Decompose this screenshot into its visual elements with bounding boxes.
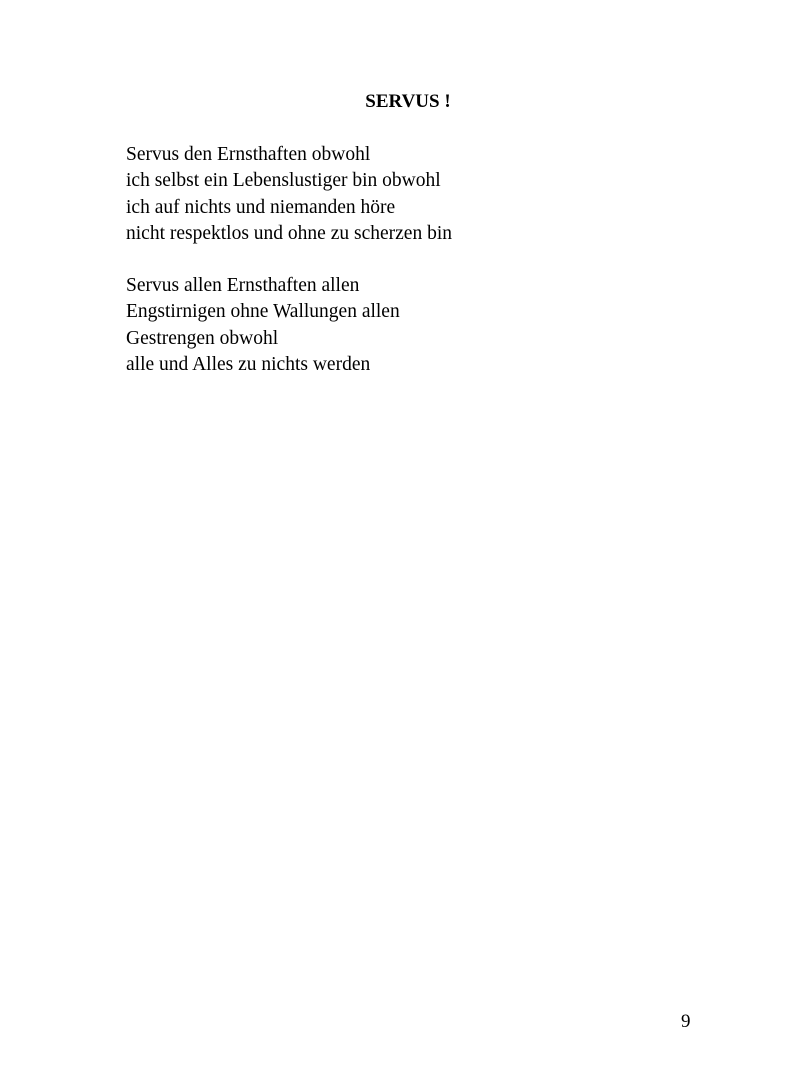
poem-title: SERVUS ! xyxy=(365,91,451,112)
poem-line: Gestrengen obwohl xyxy=(126,327,279,349)
poem-stanza-2 xyxy=(126,273,400,378)
poem-stanza-1 xyxy=(126,142,452,247)
poem-line: nicht respektlos und ohne zu scherzen bin xyxy=(126,222,452,244)
poem-line: alle und Alles zu nichts werden xyxy=(126,353,371,375)
poem-line: Servus den Ernsthaften obwohl xyxy=(126,144,371,165)
page-number: 9 xyxy=(681,1011,691,1032)
poem-line: Engstirnigen ohne Wallungen allen xyxy=(126,301,400,323)
poem-line: ich auf nichts und niemanden höre xyxy=(126,196,396,218)
poem-line: Servus allen Ernsthaften allen xyxy=(126,275,360,296)
poem-line: ich selbst ein Lebenslustiger bin obwohl xyxy=(126,170,441,192)
